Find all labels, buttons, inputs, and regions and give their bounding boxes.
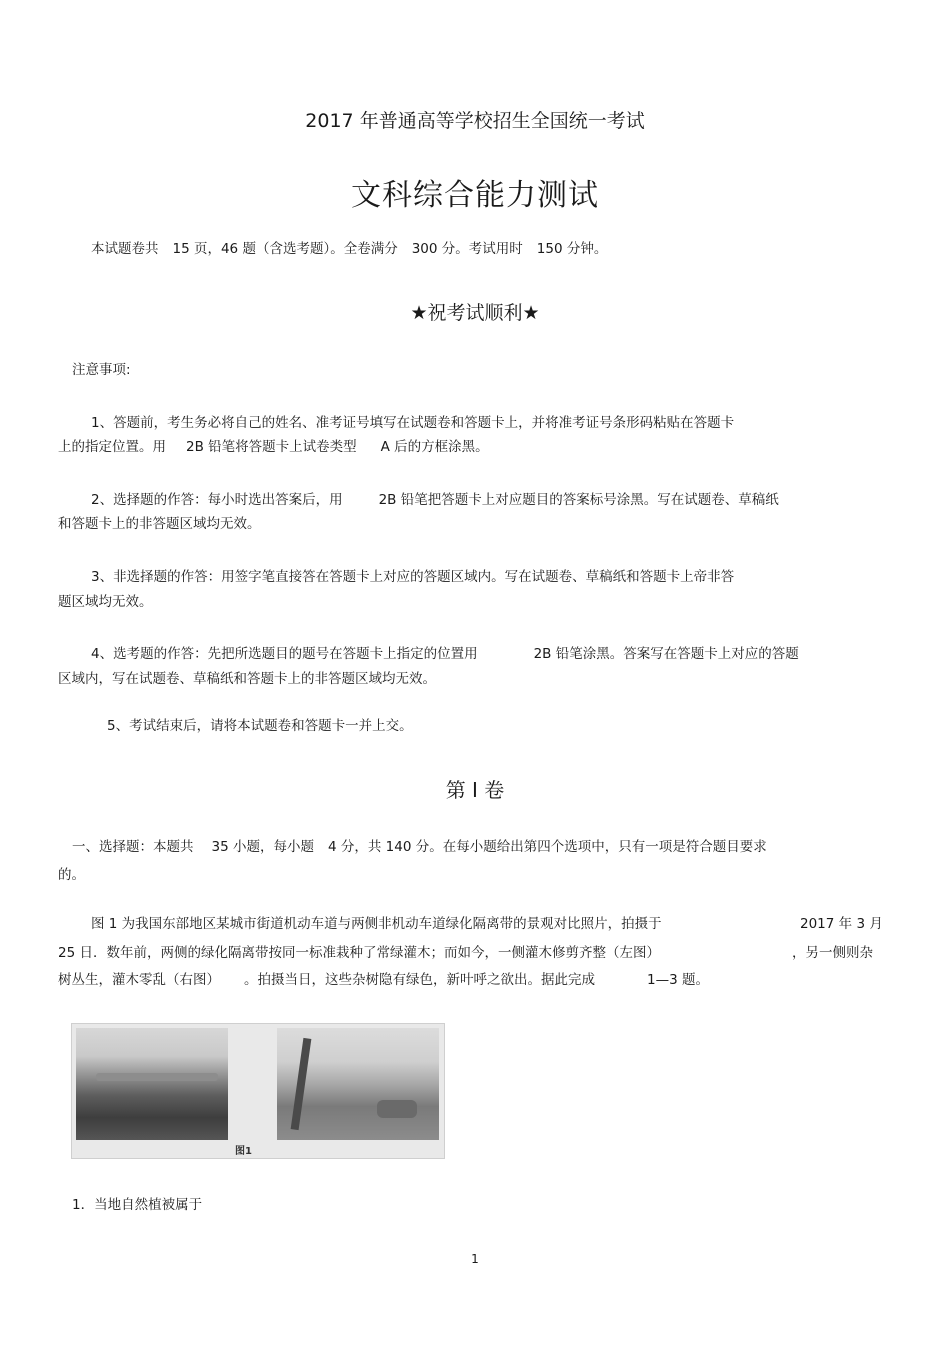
- notice-item-5-line-1: 5、考试结束后，请将本试题卷和答题卡一并上交。: [107, 718, 413, 734]
- notice-item-1-part-b: 2B 铅笔将答题卡上试卷类型: [186, 439, 357, 455]
- intro-part-3: 300 分。考试用时: [411, 241, 523, 257]
- notice-item-2-line-2: 和答题卡上的非答题区域均无效。: [58, 516, 261, 532]
- page-number: 1: [471, 1252, 479, 1266]
- photo-overgrown-trees: [277, 1028, 439, 1140]
- notice-item-4-line-2: 区域内，写在试题卷、草稿纸和答题卡上的非答题区域均无效。: [58, 671, 436, 687]
- passage-line-3-a: 树丛生，灌木零乱（右图）: [58, 972, 220, 988]
- intro-part-1: 本试题卷共: [91, 241, 159, 257]
- notice-item-2-part-b: 2B 铅笔把答题卡上对应题目的答案标号涂黑。写在试题卷、草稿纸: [378, 492, 779, 508]
- section-instruction-line-2: 的。: [58, 867, 85, 883]
- intro-part-2: 15 页，46 题（含选考题）。全卷满分: [172, 241, 398, 257]
- instruction-part-a: 一、选择题：本题共: [72, 839, 194, 855]
- exam-intro: [91, 240, 607, 258]
- section-title: 第 I 卷: [445, 778, 505, 802]
- notice-item-3-line-1: 3、非选择题的作答：用签字笔直接答在答题卡上对应的答题区域内。写在试题卷、草稿纸和答题卡上帝非答: [91, 569, 735, 585]
- figure-1: [71, 1023, 445, 1159]
- question-1: 1．当地自然植被属于: [72, 1197, 203, 1213]
- instruction-part-c: 4 分，共 140 分。在每小题给出第四个选项中，只有一项是符合题目要求: [327, 839, 767, 855]
- notice-item-3-line-2: 题区域均无效。: [58, 594, 153, 610]
- passage-line-1-a: 图 1 为我国东部地区某城市街道机动车道与两侧非机动车道绿化隔离带的景观对比照片，拍摄于: [91, 916, 662, 932]
- subject-title: 文科综合能力测试: [351, 178, 599, 213]
- passage-line-3-c: 1—3 题。: [647, 972, 709, 988]
- instruction-part-b: 35 小题，每小题: [211, 839, 314, 855]
- notice-item-1-part-c: A 后的方框涂黑。: [380, 439, 489, 455]
- passage-line-3-b: 。拍摄当日，这些杂树隐有绿色，新叶呼之欲出。据此完成: [244, 972, 595, 988]
- notice-item-4-part-b: 2B 铅笔涂黑。答案写在答题卡上对应的答题: [533, 646, 799, 662]
- notice-item-4-line-1: [91, 645, 799, 663]
- notice-item-4-part-a: 4、选考题的作答：先把所选题目的题号在答题卡上指定的位置用: [91, 646, 478, 662]
- passage-line-1-b: 2017 年 3 月: [800, 916, 883, 932]
- notice-item-1-line-2: [58, 438, 489, 456]
- good-luck-banner: ★祝考试顺利★: [410, 302, 540, 324]
- photo-trimmed-shrubs: [76, 1028, 228, 1140]
- notice-heading: 注意事项:: [72, 362, 131, 378]
- passage-line-2-a: 25 日．数年前，两侧的绿化隔离带按同一标准栽种了常绿灌木；而如今，一侧灌木修剪齐整（左图）: [58, 945, 660, 961]
- passage-line-3: [58, 971, 709, 989]
- figure-caption: 图1: [235, 1146, 252, 1157]
- passage-line-2-b: ，另一侧则杂: [792, 945, 873, 961]
- notice-item-1-line-1: 1、答题前，考生务必将自己的姓名、准考证号填写在试题卷和答题卡上，并将准考证号条形码粘贴在答题卡: [91, 415, 735, 431]
- notice-item-2-part-a: 2、选择题的作答：每小时选出答案后，用: [91, 492, 343, 508]
- section-instruction-line-1: [72, 838, 767, 856]
- intro-part-4: 150 分钟。: [536, 241, 608, 257]
- exam-title: 2017 年普通高等学校招生全国统一考试: [305, 110, 645, 132]
- notice-item-2-line-1: [91, 491, 779, 509]
- notice-item-1-part-a: 上的指定位置。用: [58, 439, 166, 455]
